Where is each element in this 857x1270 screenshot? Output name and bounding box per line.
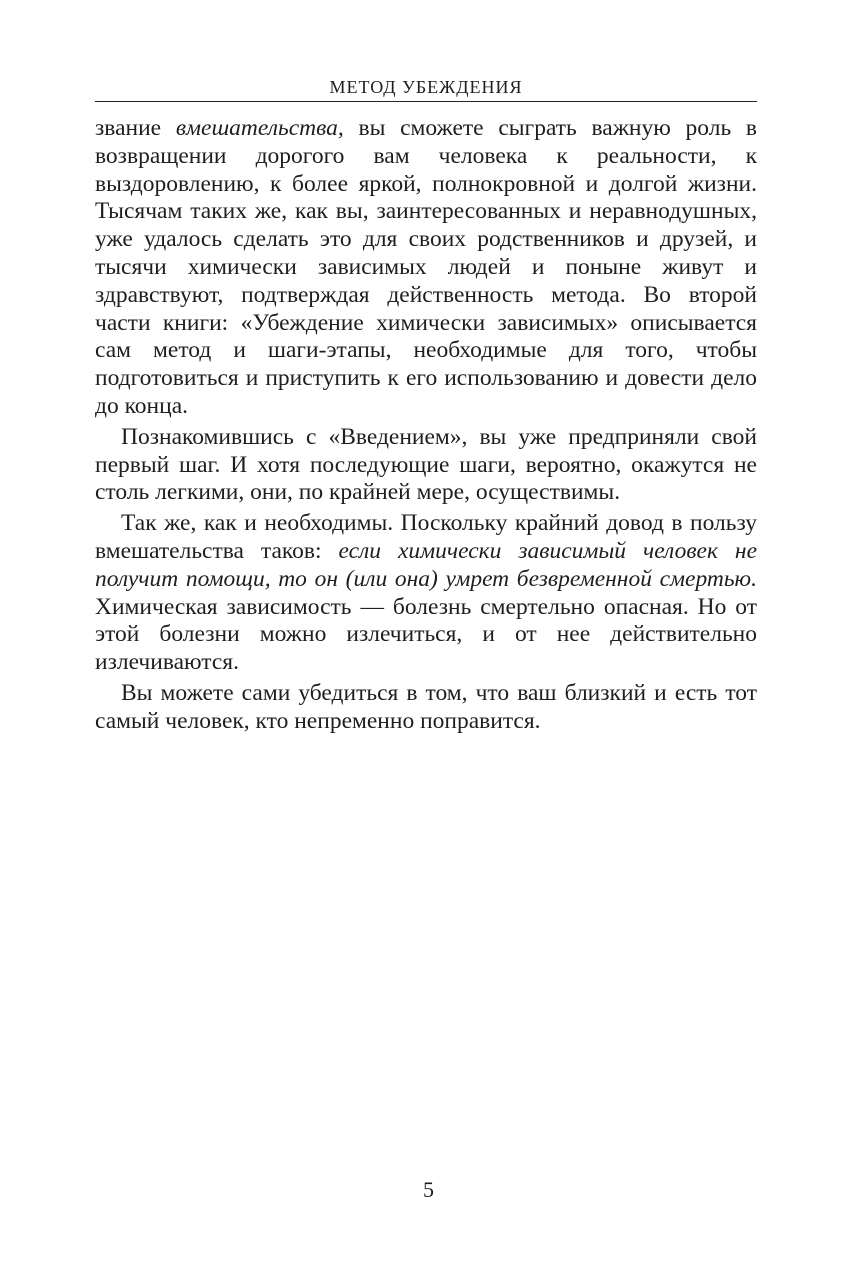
paragraph — [95, 115, 757, 421]
page-number: 5 — [423, 1177, 434, 1202]
paragraph — [95, 510, 757, 677]
text-segment: Химическая зависимость — болезнь смертельно опасная. Но от этой болезни можно излечиться, и от нее действительно излечиваются. — [95, 593, 757, 676]
text-segment: Так же, как и необходимы. Поскольку крайний довод в пользу вмешательства таков: — [95, 510, 757, 564]
text-segment: вы сможете сыграть важную роль в возвращении дорогого вам человека к реальности, к выздоровлению, к более яркой, полнокровной и долгой жизни. Тысячам таких же, как вы, заинтересованных и неравнодушных, уже удалось сделать это для своих родственников и друзей, и тысячи химически зависимых людей и поныне живут и здравствуют, подтверждая действенность метода. Во второй части книги: «Убеждение химически зависимых» описывается сам метод и шаги-этапы, необходимые для того, чтобы подготовиться и приступить к его использованию и довести дело до конца. — [95, 115, 757, 419]
text-segment: Вы можете сами убедиться в том, что ваш близкий и есть тот самый человек, кто непременно поправится. — [95, 679, 757, 734]
italic-segment: вмешательства, — [175, 115, 344, 141]
header-rule — [95, 101, 757, 102]
italic-segment: если химически зависимый человек не получит помощи, то он (или она) умрет безвременной смертью. — [95, 537, 758, 592]
text-segment: Познакомившись с «Введением», вы уже предприняли свой первый шаг. И хотя последующие шаги, вероятно, окажутся не столь легкими, они, по крайней мере, осуществимы. — [95, 423, 757, 506]
paragraph — [95, 680, 757, 736]
paragraph — [95, 424, 757, 507]
running-head: МЕТОД УБЕЖДЕНИЯ — [329, 77, 523, 97]
text-segment: звание — [95, 115, 176, 141]
body-text — [95, 115, 757, 736]
